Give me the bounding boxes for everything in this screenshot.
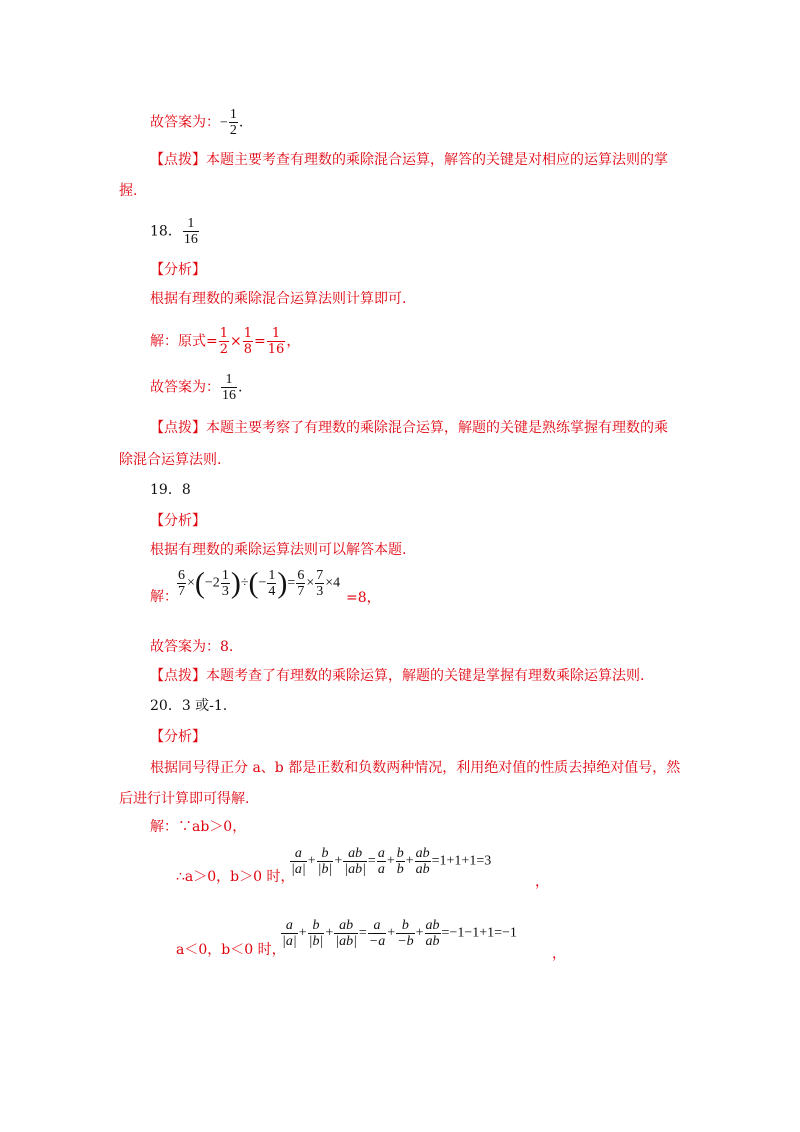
fraction-6-7-b [296,568,305,599]
plus-sign: + [298,925,307,941]
plus-sign: + [325,925,334,941]
case-1-expression [289,846,491,877]
numerator: b [321,846,329,861]
numerator: 1 [268,568,276,583]
case-2-tail: ， [552,946,566,962]
denominator: 4 [268,584,276,599]
fraction-6-7 [177,568,186,599]
answer-suffix: . [238,379,243,396]
denominator: 2 [229,123,237,138]
case-1-label: ∴a＞0，b＞0 时， [176,869,295,885]
denominator: 16 [183,232,198,247]
denominator: |b| [317,862,333,877]
denominator: 8 [243,342,253,357]
denominator: 3 [221,584,229,599]
numerator: a [373,918,381,933]
plus-sign: + [387,925,396,941]
solution-19-label: 解： [150,589,178,605]
term-a-over-a [377,846,386,877]
analysis-tag-18: 【分析】 [150,262,206,278]
denominator: 7 [178,584,185,599]
tip-19: 【点拨】本题考查了有理数的乘除运算，解题的关键是掌握有理数乘除运算法则. [150,668,645,684]
fraction-1-3 [221,568,230,599]
mixed-whole: −2 [204,575,220,591]
question-20: 20．3 或-1. [150,698,228,714]
fraction-2 [243,326,253,357]
fraction-answer [221,372,237,403]
analysis-text-19: 根据有理数的乘除运算法则可以解答本题. [150,542,407,558]
term-b-over-abs-b [317,846,334,877]
denominator: |ab| [335,934,357,949]
minus-sign: − [220,115,228,131]
numerator: 1 [219,326,229,341]
term-ab-over-abs-ab [343,846,367,877]
numerator: ab [348,846,363,861]
case-1-result: =1+1+1=3 [431,853,492,869]
solution-18 [150,326,300,357]
numerator: 1 [229,107,237,122]
solution-prefix: 解：原式= [150,333,218,350]
numerator: ab [415,846,430,861]
term-a-over-abs-a [281,918,298,949]
denominator: 7 [297,584,305,599]
divide-sign: ÷ [240,575,249,591]
left-paren: ( [194,566,205,600]
term-ab-over-ab [415,846,431,877]
denominator: |a| [291,862,306,877]
equals-sign: = [287,575,296,591]
term-b-over-b [396,846,405,877]
numerator: ab [425,918,440,933]
denominator: |ab| [344,862,366,877]
fraction-1-4 [267,568,276,599]
solution-19-result: =8， [346,590,381,606]
case-2-expression [280,918,517,949]
analysis-text-18: 根据有理数的乘除混合运算法则计算即可. [150,291,407,307]
minus-sign: − [258,575,267,591]
denominator: |b| [308,934,324,949]
term-a-over-neg-a [368,918,386,949]
plus-sign: + [334,853,343,869]
numerator: 6 [297,568,305,583]
term-ab-over-ab [425,918,441,949]
answer-suffix: . [238,114,244,131]
question-19: 19．8 [150,482,191,498]
denominator: −b [397,934,414,949]
term-a-over-abs-a [290,846,307,877]
denominator: |a| [282,934,297,949]
answer-line-18 [150,372,242,403]
times-four: ×4 [325,575,341,591]
equals-sign: = [254,333,266,350]
fraction-7-3 [315,568,324,599]
equals-sign: = [367,853,376,869]
case-2-label: a＜0，b＜0 时， [176,942,286,958]
denominator: b [396,862,404,877]
answer-prefix: 故答案为： [150,379,220,396]
tip-17-line1: 【点拨】本题主要考查有理数的乘除混合运算，解答的关键是对相应的运算法则的掌 [150,152,668,168]
right-paren: ) [230,566,241,600]
denominator: a [377,862,385,877]
numerator: a [377,846,385,861]
numerator: 6 [178,568,185,583]
analysis-text-20-line1: 根据同号得正分 a、b 都是正数和负数两种情况，利用绝对值的性质去掉绝对值号，然 [150,760,681,776]
numerator: 1 [225,372,233,387]
left-paren: ( [248,566,259,600]
numerator: 1 [187,216,195,231]
analysis-tag-19: 【分析】 [150,513,206,529]
plus-sign: + [405,853,414,869]
plus-sign: + [415,925,424,941]
numerator: a [294,846,302,861]
case-2-result: =−1−1+1=−1 [441,925,517,941]
solution-19-expression [176,568,340,599]
times-sign: × [187,575,195,591]
question-number-18: 18． [150,223,182,240]
analysis-text-20-line2: 后进行计算即可得解. [119,791,250,807]
tip-18-line1: 【点拨】本题主要考察了有理数的乘除混合运算，解题的关键是熟练掌握有理数的乘 [150,420,668,436]
solution-20-given: 解：∵ab＞0， [150,819,247,835]
times-sign: × [306,575,315,591]
numerator: 1 [243,326,253,341]
denominator: 16 [267,342,285,357]
plus-sign: + [307,853,316,869]
numerator: ab [339,918,354,933]
denominator: ab [425,934,440,949]
question-18 [150,216,200,247]
numerator: 1 [221,568,229,583]
numerator: b [312,918,320,933]
denominator: −a [368,934,386,949]
case-1-tail: ， [535,874,549,890]
numerator: b [401,918,409,933]
denominator: 3 [316,584,324,599]
right-paren: ) [277,566,288,600]
numerator: 7 [316,568,324,583]
answer-prefix: 故答案为： [150,114,220,131]
fraction-1 [219,326,229,357]
term-b-over-abs-b [308,918,325,949]
denominator: ab [415,862,430,877]
analysis-tag-20: 【分析】 [150,729,206,745]
tip-17-line2: 握. [119,183,138,199]
answer-line-17 [150,107,243,138]
term-b-over-neg-b [396,918,414,949]
answer-line-19: 故答案为：8. [150,639,234,655]
fraction-answer-17 [229,107,238,138]
plus-sign: + [386,853,395,869]
numerator: b [396,846,404,861]
fraction-3 [267,326,286,357]
fraction-answer-18 [183,216,199,247]
denominator: 16 [222,388,236,403]
equals-sign: = [358,925,367,941]
comma: ， [286,333,301,350]
times-sign: × [230,333,242,350]
tip-18-line2: 除混合运算法则. [119,452,222,468]
term-ab-over-abs-ab [334,918,358,949]
numerator: 1 [271,326,281,341]
denominator: 2 [219,342,229,357]
numerator: a [285,918,293,933]
